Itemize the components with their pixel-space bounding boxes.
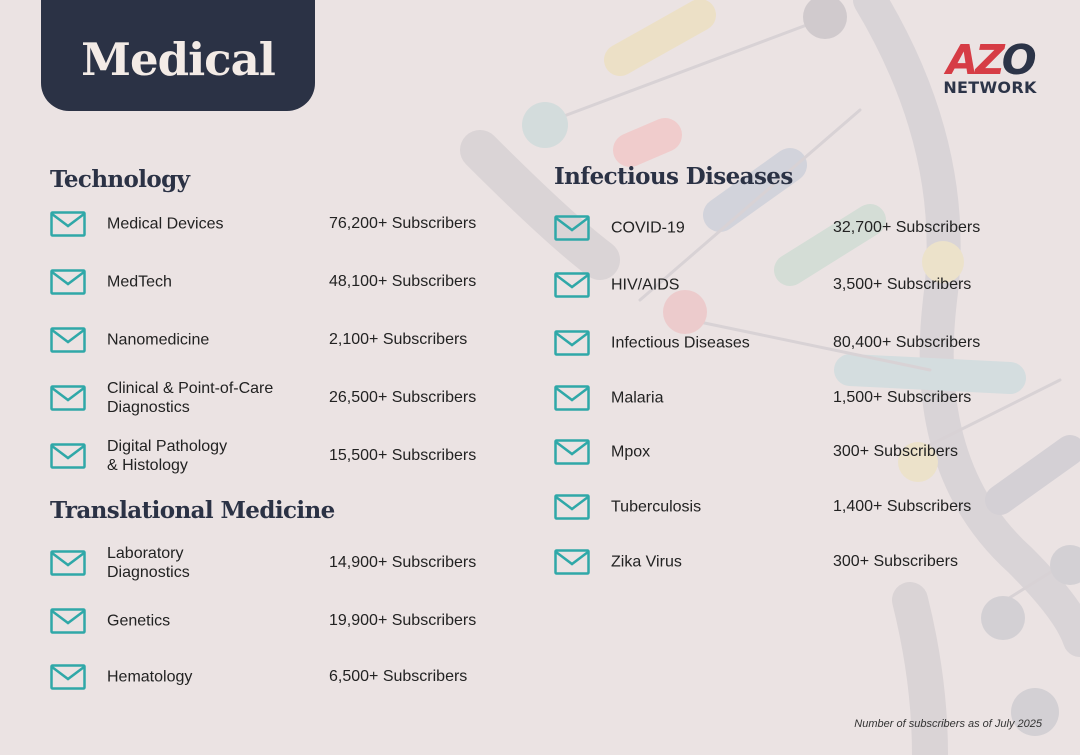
item-name: Malaria <box>611 389 664 407</box>
envelope-icon <box>554 439 590 465</box>
title-banner <box>41 0 315 111</box>
item-subscribers: 3,500+ Subscribers <box>833 276 972 293</box>
envelope-icon <box>50 385 86 411</box>
item-name: HIV/AIDS <box>611 276 680 294</box>
infectious-diseases-heading: Infectious Diseases <box>554 163 793 190</box>
item-name: Tuberculosis <box>611 498 702 516</box>
item-name: Clinical & Point-of-Care Diagnostics <box>107 380 274 416</box>
item-subscribers: 1,500+ Subscribers <box>833 389 972 406</box>
envelope-icon <box>50 608 86 634</box>
item-subscribers: 6,500+ Subscribers <box>329 668 468 685</box>
item-subscribers: 14,900+ Subscribers <box>329 554 477 571</box>
item-name: Nanomedicine <box>107 331 210 349</box>
envelope-icon <box>50 550 86 576</box>
footnote: Number of subscribers as of July 2025 <box>854 718 1042 730</box>
item-name: Laboratory Diagnostics <box>107 545 190 581</box>
envelope-icon <box>554 549 590 575</box>
item-subscribers: 1,400+ Subscribers <box>833 498 972 515</box>
item-subscribers: 32,700+ Subscribers <box>833 219 981 236</box>
azo-network-logo <box>936 36 1044 100</box>
envelope-icon <box>554 330 590 356</box>
item-name: Medical Devices <box>107 215 224 233</box>
envelope-icon <box>554 385 590 411</box>
page-title: Medical <box>81 33 275 86</box>
item-subscribers: 48,100+ Subscribers <box>329 273 477 290</box>
item-name: Zika Virus <box>611 553 682 571</box>
item-name: Digital Pathology & Histology <box>107 438 228 474</box>
item-subscribers: 2,100+ Subscribers <box>329 331 468 348</box>
envelope-icon <box>50 269 86 295</box>
envelope-icon <box>50 211 86 237</box>
item-subscribers: 19,900+ Subscribers <box>329 612 477 629</box>
translational-medicine-heading: Translational Medicine <box>50 497 335 524</box>
item-subscribers: 26,500+ Subscribers <box>329 389 477 406</box>
item-name: MedTech <box>107 273 172 291</box>
logo-network-text: NETWORK <box>943 78 1037 97</box>
logo-azo-text: AZO <box>946 36 1034 84</box>
technology-heading: Technology <box>50 166 190 193</box>
item-subscribers: 15,500+ Subscribers <box>329 447 477 464</box>
item-subscribers: 80,400+ Subscribers <box>833 334 981 351</box>
envelope-icon <box>554 494 590 520</box>
item-subscribers: 300+ Subscribers <box>833 553 958 570</box>
item-name: Infectious Diseases <box>611 334 750 352</box>
item-name: Mpox <box>611 443 651 461</box>
item-subscribers: 300+ Subscribers <box>833 443 958 460</box>
envelope-icon <box>554 272 590 298</box>
item-name: COVID-19 <box>611 219 685 237</box>
item-name: Hematology <box>107 668 193 686</box>
envelope-icon <box>554 215 590 241</box>
envelope-icon <box>50 327 86 353</box>
item-subscribers: 76,200+ Subscribers <box>329 215 477 232</box>
envelope-icon <box>50 443 86 469</box>
envelope-icon <box>50 664 86 690</box>
item-name: Genetics <box>107 612 171 630</box>
